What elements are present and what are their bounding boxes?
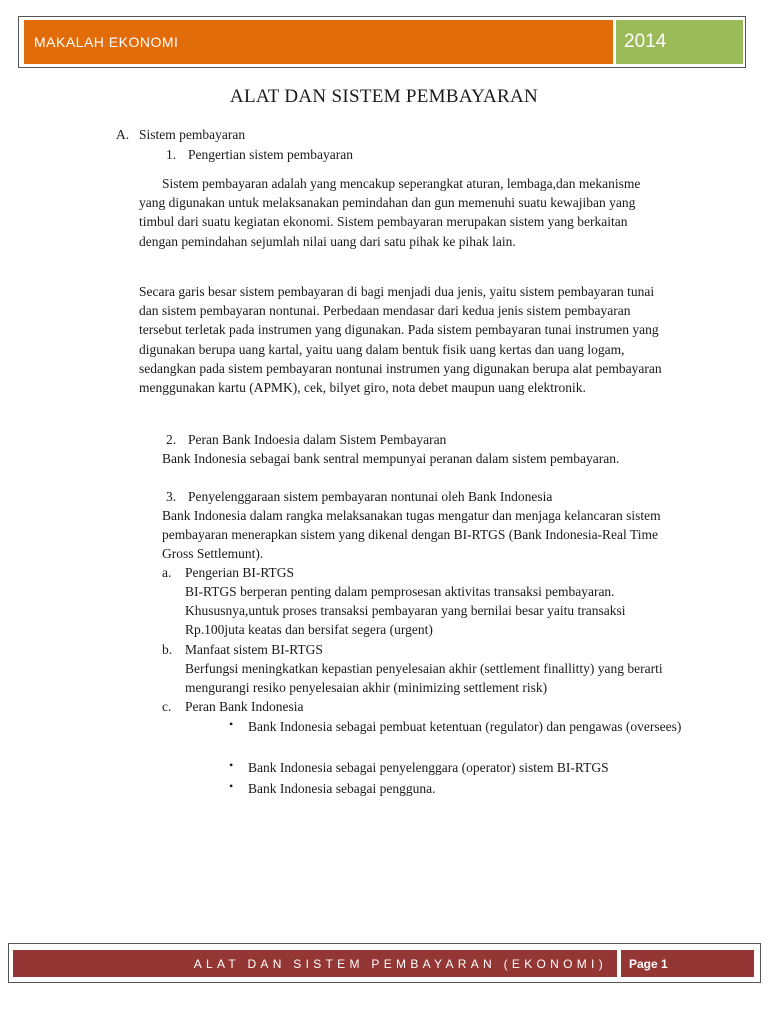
bullet-icon: •: [229, 717, 234, 731]
header-title-bar: MAKALAH EKONOMI: [24, 20, 613, 64]
document-title: ALAT DAN SISTEM PEMBAYARAN: [229, 86, 539, 107]
sub-b-marker: b.: [162, 642, 173, 657]
bullet-item-3: Bank Indonesia sebagai pengguna.: [248, 781, 436, 796]
footer-title-bar: ALAT DAN SISTEM PEMBAYARAN (EKONOMI): [13, 950, 617, 977]
sub-a-label: Pengerian BI-RTGS: [185, 565, 295, 580]
bullet-item-1: Bank Indonesia sebagai pembuat ketentuan (regulator) dan pengawas (oversees): [248, 719, 682, 734]
bullet-item-2: Bank Indonesia sebagai penyelenggara (operator) sistem BI-RTGS: [248, 760, 609, 775]
item-2-marker: 2.: [166, 432, 177, 447]
item-1-marker: 1.: [166, 147, 177, 162]
bullet-icon: •: [229, 758, 234, 772]
header-year-box: 2014: [616, 20, 743, 64]
sub-c-label: Peran Bank Indonesia: [185, 699, 304, 714]
item-3-marker: 3.: [166, 489, 177, 504]
paragraph-2: Secara garis besar sistem pembayaran di bagi menjadi dua jenis, yaitu sistem pembayaran tunai dan sistem pembayaran nontunai. Perbedaan mendasar dari kedua jenis sistem pembayaran tersebut terletak pada instrumen yang digunakan. Pada sistem pembayaran tunai instrumen yang digunakan berupa uang kartal, yaitu uang dalam bentuk fisik uang kertas dan uang logam, sedangkan pada sistem pembayaran nontunai instrumen yang digunakan berupa alat pembayaran menggunakan kartu (APMK), cek, bilyet giro, nota debet maupun uang elektronik.: [139, 284, 662, 396]
sub-b-label: Manfaat sistem BI-RTGS: [185, 642, 323, 657]
paragraph-1: Sistem pembayaran adalah yang mencakup seperangkat aturan, lembaga,dan mekanisme yang digunakan untuk melaksanakan pemindahan dan gun memenuhi suatu kewajiban yang timbul dari suatu kegiatan ekonomi. Sistem pembayaran merupakan sistem yang berkaitan dengan pemindahan sejumlah nilai uang dari satu pihak ke pihak lain.: [139, 176, 641, 249]
item-3-body: Bank Indonesia dalam rangka melaksanakan tugas mengatur dan menjaga kelancaran sistem pembayaran menerapkan sistem yang dikenal dengan BI-RTGS (Bank Indonesia-Real Time Gross Settlemunt).: [162, 508, 661, 562]
item-2-label: Peran Bank Indoesia dalam Sistem Pembayaran: [188, 432, 447, 447]
item-2-body: Bank Indonesia sebagai bank sentral mempunyai peranan dalam sistem pembayaran.: [162, 451, 620, 466]
bullet-icon: •: [229, 779, 234, 793]
section-a-marker: A.: [116, 127, 130, 142]
sub-a-body: BI-RTGS berperan penting dalam pemprosesan aktivitas transaksi pembayaran. Khususnya,untuk proses transaksi pembayaran yang bernilai besar yaitu transaksi Rp.100juta keatas dan bersifat segera (urgent): [185, 584, 626, 638]
page-number: Page 1: [621, 950, 754, 977]
item-3-label: Penyelenggaraan sistem pembayaran nontunai oleh Bank Indonesia: [188, 489, 553, 504]
sub-a-marker: a.: [162, 565, 172, 580]
section-a-label: Sistem pembayaran: [139, 127, 246, 142]
sub-c-marker: c.: [162, 699, 172, 714]
item-1-label: Pengertian sistem pembayaran: [188, 147, 353, 162]
sub-b-body: Berfungsi meningkatkan kepastian penyelesaian akhir (settlement finallitty) yang berarti mengurangi resiko penyelesaian akhir (minimizing settlement risk): [185, 661, 663, 696]
